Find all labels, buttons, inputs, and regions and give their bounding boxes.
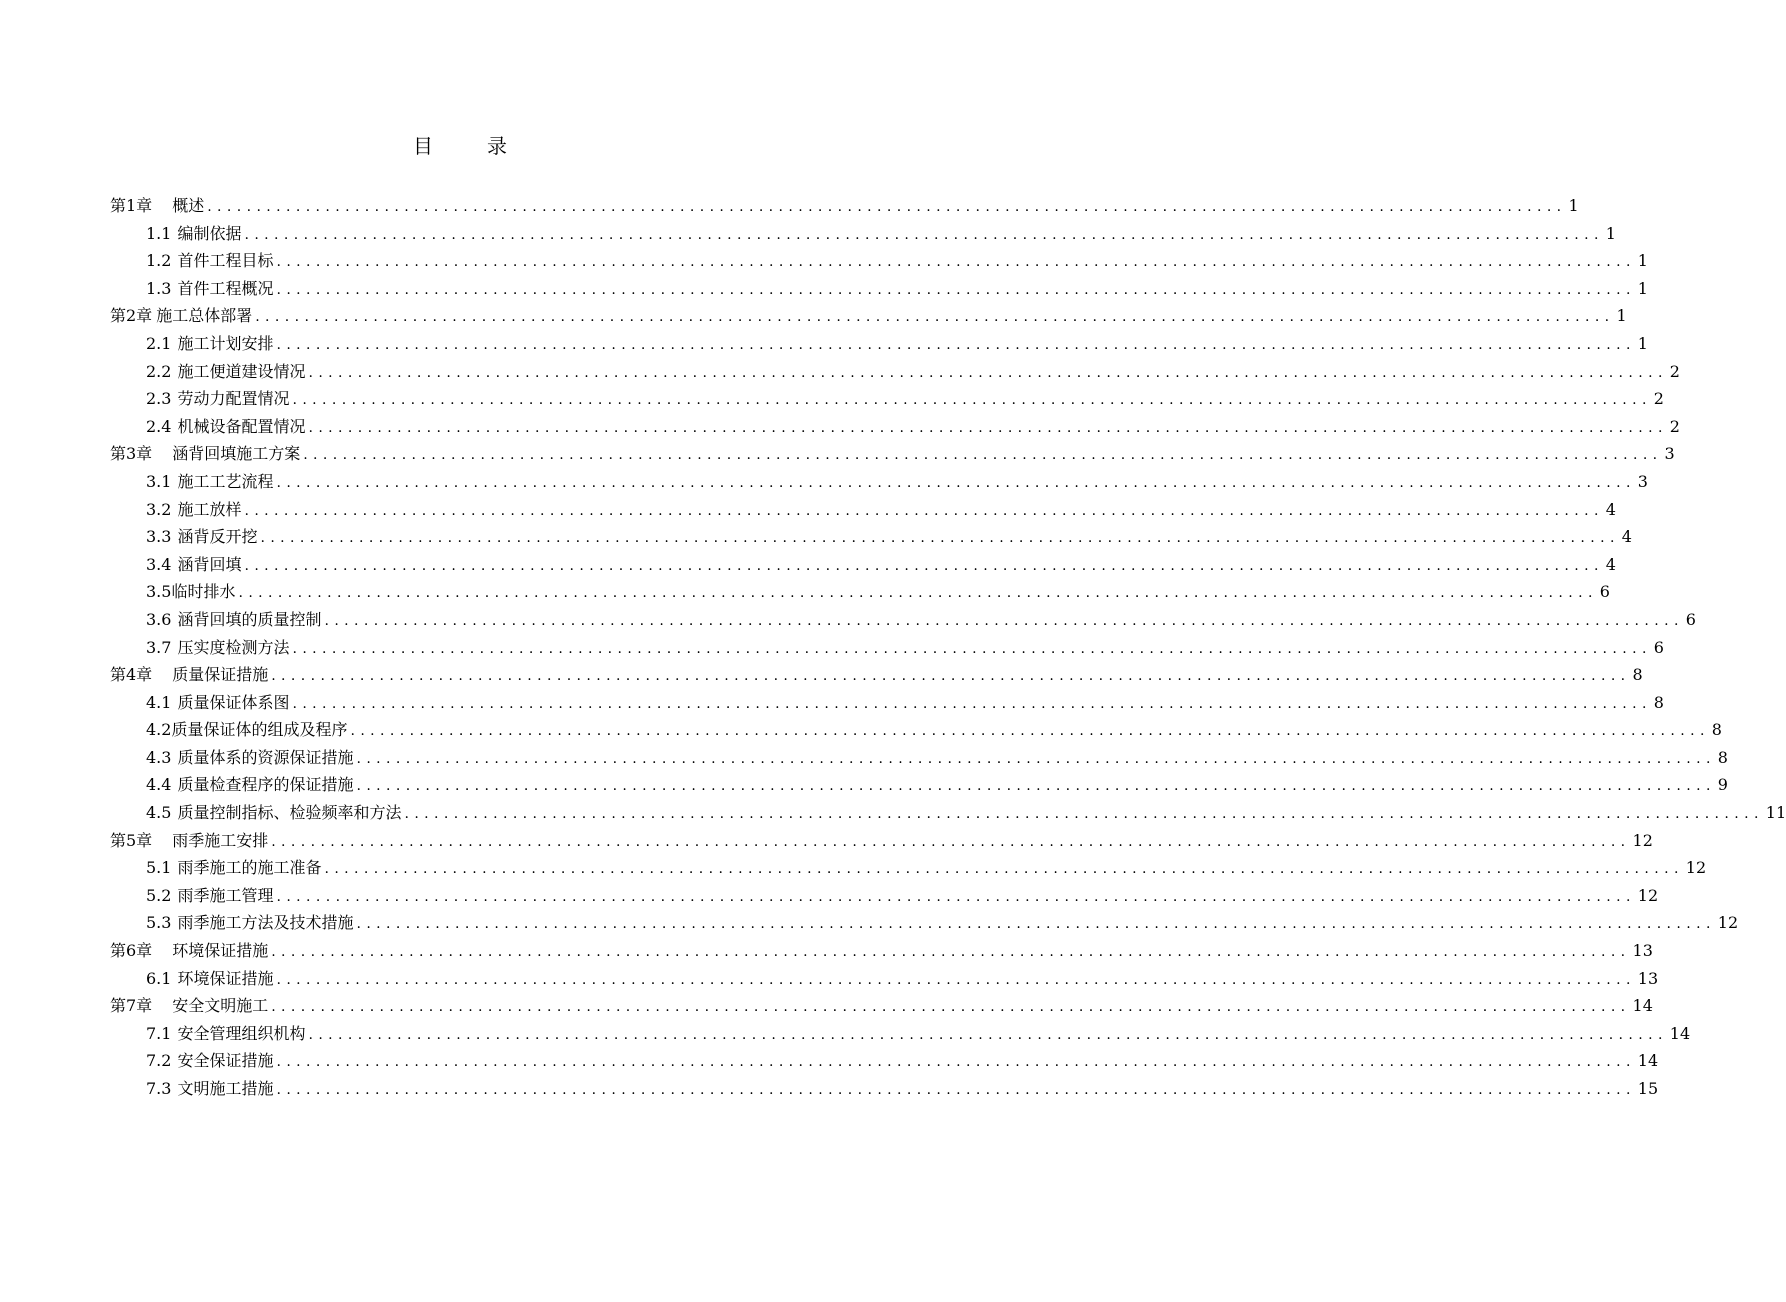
toc-entry-title: 压实度检测方法 bbox=[177, 637, 290, 657]
toc-page-number: 1 bbox=[1637, 278, 1648, 298]
toc-entry-title: 施工便道建设情况 bbox=[177, 361, 306, 381]
toc-section-entry[interactable] bbox=[110, 468, 1648, 496]
toc-entry-title: 涵背回填的质量控制 bbox=[177, 609, 322, 629]
toc-entry-number: 3.1 bbox=[146, 471, 172, 491]
toc-section-entry[interactable] bbox=[110, 716, 1722, 744]
toc-page-number: 14 bbox=[1632, 996, 1653, 1016]
toc-entry-number: 4.3 bbox=[146, 747, 172, 767]
toc-dot-leader: .......................................................................................................................................... bbox=[271, 999, 1631, 1016]
toc-entry-number: 3.5 bbox=[146, 582, 172, 602]
toc-page-number: 4 bbox=[1621, 527, 1632, 547]
toc-page-number: 8 bbox=[1632, 665, 1643, 685]
toc-entry-title: 雨季施工的施工准备 bbox=[177, 858, 322, 878]
toc-page-number: 12 bbox=[1632, 830, 1653, 850]
toc-entry-number: 3.6 bbox=[146, 609, 172, 629]
toc-entry-number: 2.1 bbox=[146, 333, 172, 353]
toc-dot-leader: .......................................................................................................................................... bbox=[292, 640, 1652, 657]
toc-section-entry[interactable] bbox=[110, 551, 1616, 579]
toc-dot-leader: .......................................................................................................................................... bbox=[276, 1054, 1636, 1071]
toc-entry-number: 5.3 bbox=[146, 913, 172, 933]
toc-section-entry[interactable] bbox=[110, 606, 1696, 634]
toc-entry-title: 质量保证体系图 bbox=[177, 692, 290, 712]
toc-section-entry[interactable] bbox=[110, 799, 1786, 827]
toc-page-number: 3 bbox=[1664, 444, 1675, 464]
toc-entry-title: 雨季施工方法及技术措施 bbox=[177, 913, 354, 933]
toc-page-number: 1 bbox=[1637, 333, 1648, 353]
toc-entry-number: 第1章 bbox=[110, 196, 153, 215]
toc-section-entry[interactable] bbox=[110, 1047, 1659, 1075]
toc-page-number: 12 bbox=[1717, 913, 1739, 933]
toc-page-number: 3 bbox=[1637, 471, 1648, 491]
toc-page-number: 11 bbox=[1765, 803, 1786, 823]
toc-page-number: 6 bbox=[1685, 609, 1696, 629]
toc-chapter-entry[interactable] bbox=[110, 937, 1653, 965]
toc-dot-leader: .......................................................................................................................................... bbox=[292, 392, 1652, 409]
toc-section-entry[interactable] bbox=[110, 275, 1648, 303]
toc-entry-title: 编制依据 bbox=[177, 223, 242, 243]
toc-entry-title: 文明施工措施 bbox=[177, 1079, 274, 1098]
toc-page-number: 1 bbox=[1616, 306, 1627, 326]
toc-dot-leader: .......................................................................................................................................... bbox=[271, 668, 1631, 685]
table-of-contents bbox=[110, 192, 1786, 1103]
toc-dot-leader: .......................................................................................................................................... bbox=[356, 916, 1716, 933]
toc-entry-number: 第7章 bbox=[110, 996, 153, 1016]
toc-entry-title: 施工计划安排 bbox=[177, 333, 274, 353]
toc-entry-number: 1.2 bbox=[146, 251, 172, 271]
toc-page-number: 6 bbox=[1599, 582, 1610, 602]
toc-entry-number: 5.1 bbox=[146, 858, 172, 878]
toc-dot-leader: .......................................................................................................................................... bbox=[292, 695, 1652, 712]
toc-section-entry[interactable] bbox=[110, 854, 1707, 882]
toc-entry-number: 第5章 bbox=[110, 830, 153, 850]
toc-section-entry[interactable] bbox=[110, 909, 1739, 937]
toc-entry-number: 3.4 bbox=[146, 554, 172, 574]
toc-section-entry[interactable] bbox=[110, 1075, 1659, 1103]
toc-page-number: 2 bbox=[1653, 389, 1664, 409]
toc-entry-number: 2.2 bbox=[146, 361, 172, 381]
toc-entry-title: 涵背回填施工方案 bbox=[172, 444, 301, 464]
toc-entry-number: 5.2 bbox=[146, 885, 172, 905]
toc-section-entry[interactable] bbox=[110, 220, 1616, 248]
toc-dot-leader: .......................................................................................................................................... bbox=[308, 364, 1668, 381]
toc-dot-leader: .......................................................................................................................................... bbox=[276, 474, 1636, 491]
toc-entry-title: 质量检查程序的保证措施 bbox=[177, 775, 354, 795]
toc-entry-number: 3.7 bbox=[146, 637, 172, 657]
toc-dot-leader: .......................................................................................................................................... bbox=[271, 944, 1631, 961]
toc-dot-leader: .......................................................................................................................................... bbox=[303, 447, 1663, 464]
toc-entry-number: 4.2 bbox=[146, 720, 172, 740]
toc-entry-number: 2.4 bbox=[146, 416, 172, 436]
toc-entry-title: 安全文明施工 bbox=[172, 996, 269, 1016]
toc-chapter-entry[interactable] bbox=[110, 440, 1675, 468]
toc-dot-leader: .......................................................................................................................................... bbox=[244, 557, 1604, 574]
toc-entry-title: 质量体系的资源保证措施 bbox=[177, 747, 354, 767]
toc-page-number: 9 bbox=[1717, 775, 1728, 795]
toc-page-number: 6 bbox=[1653, 637, 1664, 657]
toc-dot-leader: .......................................................................................................................................... bbox=[271, 833, 1631, 850]
toc-dot-leader: .......................................................................................................................................... bbox=[308, 1026, 1668, 1043]
toc-dot-leader: .......................................................................................................................................... bbox=[276, 1082, 1636, 1098]
toc-dot-leader: .......................................................................................................................................... bbox=[356, 778, 1716, 795]
toc-entry-title: 首件工程概况 bbox=[177, 278, 274, 298]
toc-dot-leader: .......................................................................................................................................... bbox=[324, 861, 1684, 878]
toc-entry-title: 环境保证措施 bbox=[172, 941, 269, 961]
toc-page-number: 4 bbox=[1605, 499, 1616, 519]
toc-dot-leader: .......................................................................................................................................... bbox=[276, 336, 1636, 353]
toc-entry-title: 质量保证体的组成及程序 bbox=[171, 720, 348, 740]
toc-section-entry[interactable] bbox=[110, 523, 1632, 551]
toc-entry-title: 施工工艺流程 bbox=[177, 471, 274, 491]
toc-entry-number: 7.2 bbox=[146, 1051, 172, 1071]
toc-entry-title: 安全管理组织机构 bbox=[177, 1023, 306, 1043]
toc-section-entry[interactable] bbox=[110, 1020, 1691, 1048]
toc-entry-number: 第2章 bbox=[110, 306, 153, 326]
toc-entry-title: 环境保证措施 bbox=[177, 968, 274, 988]
toc-entry-title: 首件工程目标 bbox=[177, 251, 274, 271]
toc-section-entry[interactable] bbox=[110, 965, 1659, 993]
toc-section-entry[interactable] bbox=[110, 771, 1728, 799]
toc-page-number: 1 bbox=[1605, 223, 1616, 243]
toc-entry-number: 4.5 bbox=[146, 803, 172, 823]
toc-page-number: 12 bbox=[1685, 858, 1707, 878]
toc-page-number: 15 bbox=[1637, 1079, 1659, 1098]
toc-entry-number: 第3章 bbox=[110, 444, 153, 464]
toc-dot-leader: .......................................................................................................................................... bbox=[404, 806, 1764, 823]
toc-entry-number: 7.1 bbox=[146, 1023, 172, 1043]
toc-entry-number: 第6章 bbox=[110, 941, 153, 961]
toc-entry-title: 安全保证措施 bbox=[177, 1051, 274, 1071]
toc-entry-title: 雨季施工安排 bbox=[172, 830, 269, 850]
toc-dot-leader: .......................................................................................................................................... bbox=[255, 309, 1615, 326]
toc-dot-leader: .......................................................................................................................................... bbox=[260, 530, 1620, 547]
toc-page-number: 1 bbox=[1637, 251, 1648, 271]
toc-dot-leader: .......................................................................................................................................... bbox=[244, 226, 1604, 243]
toc-section-entry[interactable] bbox=[110, 634, 1664, 662]
toc-dot-leader: .......................................................................................................................................... bbox=[238, 585, 1598, 602]
toc-dot-leader: .......................................................................................................................................... bbox=[350, 723, 1710, 740]
toc-page-number: 1 bbox=[1568, 196, 1579, 215]
toc-entry-number: 3.2 bbox=[146, 499, 172, 519]
toc-title: 目录 bbox=[413, 134, 561, 158]
toc-entry-number: 2.3 bbox=[146, 389, 172, 409]
toc-entry-number: 第4章 bbox=[110, 665, 153, 685]
toc-entry-title: 施工总体部署 bbox=[156, 306, 253, 326]
toc-entry-number: 4.1 bbox=[146, 692, 172, 712]
toc-page-number: 14 bbox=[1637, 1051, 1659, 1071]
toc-page-number: 8 bbox=[1653, 692, 1664, 712]
toc-section-entry[interactable] bbox=[110, 413, 1680, 441]
toc-page-number: 14 bbox=[1669, 1023, 1691, 1043]
toc-section-entry[interactable] bbox=[110, 358, 1680, 386]
toc-dot-leader: .......................................................................................................................................... bbox=[356, 750, 1716, 767]
toc-entry-title: 涵背回填 bbox=[177, 554, 242, 574]
toc-entry-title: 涵背反开挖 bbox=[177, 527, 258, 547]
toc-section-entry[interactable] bbox=[110, 385, 1664, 413]
toc-dot-leader: .......................................................................................................................................... bbox=[276, 281, 1636, 298]
toc-entry-number: 7.3 bbox=[146, 1079, 172, 1098]
toc-dot-leader: .......................................................................................................................................... bbox=[308, 419, 1668, 436]
toc-dot-leader: .......................................................................................................................................... bbox=[276, 888, 1636, 905]
toc-section-entry[interactable] bbox=[110, 882, 1659, 910]
toc-entry-number: 6.1 bbox=[146, 968, 172, 988]
toc-entry-title: 质量控制指标、检验频率和方法 bbox=[177, 803, 402, 823]
toc-chapter-entry[interactable] bbox=[110, 192, 1579, 220]
toc-chapter-entry[interactable] bbox=[110, 302, 1627, 330]
toc-dot-leader: .......................................................................................................................................... bbox=[324, 612, 1684, 629]
toc-page-number: 8 bbox=[1711, 720, 1722, 740]
toc-entry-title: 概述 bbox=[172, 196, 205, 215]
toc-page-number: 12 bbox=[1637, 885, 1659, 905]
toc-entry-number: 1.1 bbox=[146, 223, 172, 243]
toc-entry-title: 雨季施工管理 bbox=[177, 885, 274, 905]
toc-section-entry[interactable] bbox=[110, 330, 1648, 358]
toc-section-entry[interactable] bbox=[110, 578, 1610, 606]
toc-entry-title: 劳动力配置情况 bbox=[177, 389, 290, 409]
toc-page-number: 13 bbox=[1632, 941, 1653, 961]
toc-entry-title: 质量保证措施 bbox=[172, 665, 269, 685]
toc-section-entry[interactable] bbox=[110, 496, 1616, 524]
toc-dot-leader: .......................................................................................................................................... bbox=[207, 199, 1567, 215]
toc-entry-title: 机械设备配置情况 bbox=[177, 416, 306, 436]
toc-chapter-entry[interactable] bbox=[110, 661, 1643, 689]
toc-page-number: 4 bbox=[1605, 554, 1616, 574]
toc-entry-number: 1.3 bbox=[146, 278, 172, 298]
toc-page-number: 2 bbox=[1669, 416, 1680, 436]
toc-entry-title: 临时排水 bbox=[171, 582, 236, 602]
toc-page-number: 2 bbox=[1669, 361, 1680, 381]
toc-chapter-entry[interactable] bbox=[110, 992, 1653, 1020]
toc-page-number: 13 bbox=[1637, 968, 1659, 988]
toc-entry-title: 施工放样 bbox=[177, 499, 242, 519]
toc-dot-leader: .......................................................................................................................................... bbox=[276, 254, 1636, 271]
toc-section-entry[interactable] bbox=[110, 744, 1728, 772]
toc-chapter-entry[interactable] bbox=[110, 827, 1653, 855]
toc-entry-number: 4.4 bbox=[146, 775, 172, 795]
toc-dot-leader: .......................................................................................................................................... bbox=[276, 971, 1636, 988]
toc-entry-number: 3.3 bbox=[146, 527, 172, 547]
toc-dot-leader: .......................................................................................................................................... bbox=[244, 502, 1604, 519]
toc-section-entry[interactable] bbox=[110, 247, 1648, 275]
toc-section-entry[interactable] bbox=[110, 689, 1664, 717]
toc-page-number: 8 bbox=[1717, 747, 1728, 767]
